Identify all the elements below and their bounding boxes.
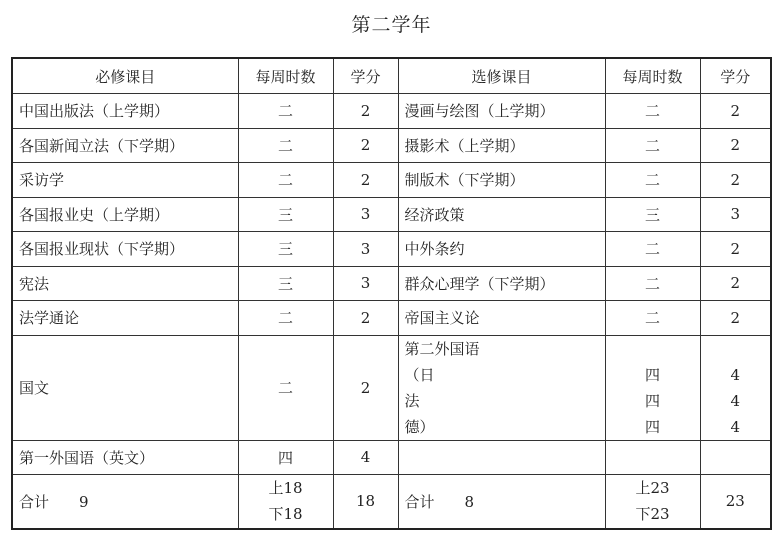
elective-course: 制版术（下学期） xyxy=(398,163,605,198)
required-credits: 2 xyxy=(333,335,398,440)
elective-hours-value: 四 xyxy=(644,417,660,436)
required-hours: 三 xyxy=(238,197,333,232)
elective-line: 法 xyxy=(404,391,420,410)
required-hours: 二 xyxy=(238,301,333,336)
required-credits: 2 xyxy=(333,94,398,129)
table-row xyxy=(12,335,771,440)
elective-credits-value: 4 xyxy=(730,365,741,384)
header-credits-elective: 学分 xyxy=(700,58,771,94)
header-row xyxy=(12,58,771,94)
header-credits: 学分 xyxy=(333,58,398,94)
header-required: 必修课目 xyxy=(12,58,238,94)
elective-hours-value: 四 xyxy=(644,391,660,410)
required-credits: 2 xyxy=(333,163,398,198)
table-row xyxy=(12,163,771,198)
elective-credits-value: 4 xyxy=(730,417,741,436)
elective-course: 帝国主义论 xyxy=(398,301,605,336)
required-total-credits: 18 xyxy=(333,475,398,529)
total-count: 9 xyxy=(79,492,89,511)
spacer-line xyxy=(707,336,765,362)
header-elective: 选修课目 xyxy=(398,58,605,94)
total-count: 8 xyxy=(464,492,475,511)
elective-credits: 2 xyxy=(700,94,771,129)
elective-total xyxy=(398,475,605,529)
table-row xyxy=(12,128,771,163)
elective-hours: 二 xyxy=(605,128,700,163)
table-row xyxy=(12,94,771,129)
required-credits: 3 xyxy=(333,266,398,301)
elective-line: （日 xyxy=(404,365,435,384)
elective-course: 群众心理学（下学期） xyxy=(398,266,605,301)
empty-cell xyxy=(700,440,771,475)
header-hours: 每周时数 xyxy=(238,58,333,94)
hours-term-value: 下23 xyxy=(635,505,670,524)
required-credits: 3 xyxy=(333,232,398,267)
table-row xyxy=(12,266,771,301)
required-course: 国文 xyxy=(12,335,238,440)
required-credits: 2 xyxy=(333,128,398,163)
total-label: 合计 xyxy=(19,492,50,511)
table-row xyxy=(12,301,771,336)
required-course: 第一外国语（英文） xyxy=(12,440,238,475)
required-total-hours xyxy=(238,475,333,529)
empty-cell xyxy=(605,440,700,475)
elective-credits: 2 xyxy=(700,128,771,163)
total-label: 合计 xyxy=(404,492,435,511)
hours-term-value: 上23 xyxy=(635,479,670,498)
elective-hours-multiline xyxy=(605,335,700,440)
elective-course: 经济政策 xyxy=(398,197,605,232)
page-title: 第二学年 xyxy=(351,14,432,36)
required-credits: 4 xyxy=(333,440,398,475)
elective-course: 漫画与绘图（上学期） xyxy=(398,94,605,129)
elective-hours: 二 xyxy=(605,94,700,129)
elective-credits: 2 xyxy=(700,266,771,301)
required-hours: 四 xyxy=(238,440,333,475)
required-course: 采访学 xyxy=(12,163,238,198)
total-row xyxy=(12,475,771,529)
empty-cell xyxy=(398,440,605,475)
required-course: 各国报业史（上学期） xyxy=(12,197,238,232)
spacer-line xyxy=(612,336,694,362)
elective-credits: 2 xyxy=(700,232,771,267)
elective-course: 中外条约 xyxy=(398,232,605,267)
required-hours: 三 xyxy=(238,232,333,267)
required-credits: 2 xyxy=(333,301,398,336)
required-course: 中国出版法（上学期） xyxy=(12,94,238,129)
elective-course-multiline xyxy=(398,335,605,440)
elective-hours: 二 xyxy=(605,232,700,267)
elective-hours: 三 xyxy=(605,197,700,232)
required-course: 各国新闻立法（下学期） xyxy=(12,128,238,163)
elective-credits: 2 xyxy=(700,301,771,336)
table-row xyxy=(12,440,771,475)
elective-credits-multiline xyxy=(700,335,771,440)
required-hours: 二 xyxy=(238,128,333,163)
elective-credits-value: 4 xyxy=(730,391,741,410)
required-course: 法学通论 xyxy=(12,301,238,336)
required-course: 宪法 xyxy=(12,266,238,301)
elective-line: 第二外国语 xyxy=(404,339,480,358)
elective-total-hours xyxy=(605,475,700,529)
required-total xyxy=(12,475,238,529)
elective-line: 德） xyxy=(404,417,435,436)
required-hours: 二 xyxy=(238,94,333,129)
elective-total-credits: 23 xyxy=(700,475,771,529)
elective-hours-value: 四 xyxy=(644,365,660,384)
hours-term-value: 下18 xyxy=(268,505,303,524)
required-hours: 三 xyxy=(238,266,333,301)
required-hours: 二 xyxy=(238,335,333,440)
elective-hours: 二 xyxy=(605,163,700,198)
header-hours-elective: 每周时数 xyxy=(605,58,700,94)
required-course: 各国报业现状（下学期） xyxy=(12,232,238,267)
elective-hours: 二 xyxy=(605,301,700,336)
elective-course: 摄影术（上学期） xyxy=(398,128,605,163)
required-credits: 3 xyxy=(333,197,398,232)
elective-hours: 二 xyxy=(605,266,700,301)
elective-credits: 3 xyxy=(700,197,771,232)
hours-term-value: 上18 xyxy=(268,479,303,498)
required-hours: 二 xyxy=(238,163,333,198)
elective-credits: 2 xyxy=(700,163,771,198)
curriculum-table xyxy=(11,57,772,530)
table-row xyxy=(12,232,771,267)
table-row xyxy=(12,197,771,232)
